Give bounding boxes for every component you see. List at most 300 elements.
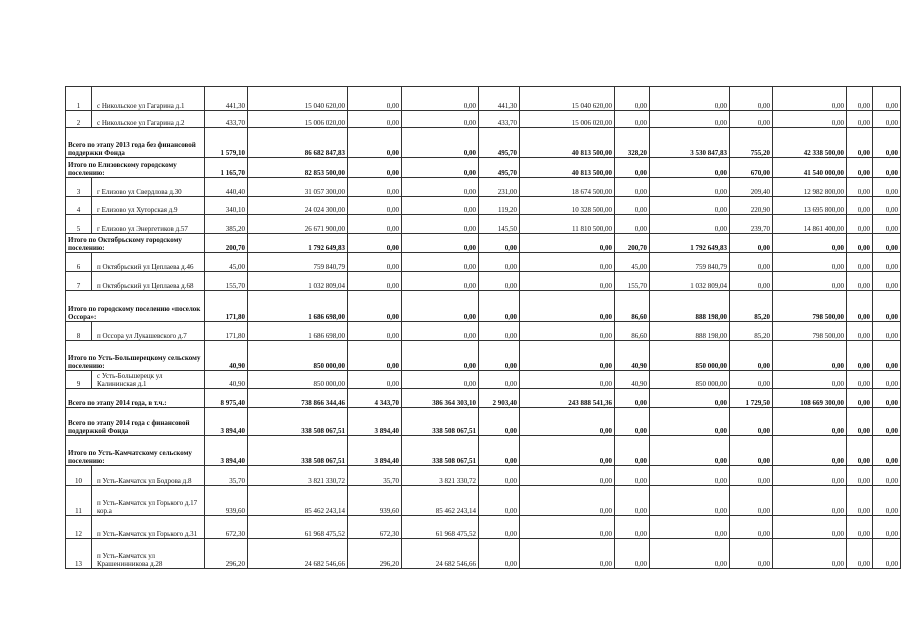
value-cell: 1 579,10 xyxy=(205,128,248,158)
row-number: 7 xyxy=(66,272,92,291)
value-cell: 0,00 xyxy=(615,486,650,516)
value-cell: 0,00 xyxy=(615,215,650,234)
address-cell: п Усть-Камчатск ул Горького д.17 кор.а xyxy=(92,486,205,516)
value-cell: 0,00 xyxy=(847,111,873,128)
value-cell: 0,00 xyxy=(730,436,773,466)
value-cell: 0,00 xyxy=(873,436,901,466)
address-cell: с Усть-Большерецк ул Калининская д.1 xyxy=(92,371,205,389)
value-cell: 26 671 900,00 xyxy=(248,215,348,234)
value-cell: 0,00 xyxy=(520,371,615,389)
value-cell: 0,00 xyxy=(873,322,901,341)
value-cell: 24 682 546,66 xyxy=(402,539,479,569)
value-cell: 1 165,70 xyxy=(205,158,248,178)
value-cell: 0,00 xyxy=(873,215,901,234)
value-cell: 0,00 xyxy=(650,389,730,408)
value-cell: 0,00 xyxy=(847,341,873,371)
subtotal-label: Итого по Елизовскому городскому поселению: xyxy=(66,158,205,178)
value-cell: 0,00 xyxy=(479,322,520,341)
value-cell: 0,00 xyxy=(847,272,873,291)
value-cell: 0,00 xyxy=(650,197,730,215)
address-cell: п Усть-Камчатск ул Бодрова д.8 xyxy=(92,466,205,486)
value-cell: 0,00 xyxy=(773,516,847,539)
value-cell: 296,20 xyxy=(348,539,402,569)
value-cell: 0,00 xyxy=(847,215,873,234)
value-cell: 0,00 xyxy=(520,486,615,516)
value-cell: 200,70 xyxy=(615,234,650,253)
subtotal-label: Всего по этапу 2014 года с финансовой поддержкой Фонда xyxy=(66,408,205,436)
value-cell: 40 813 500,00 xyxy=(520,128,615,158)
value-cell: 3 894,40 xyxy=(348,436,402,466)
value-cell: 3 894,40 xyxy=(205,408,248,436)
value-cell: 759 840,79 xyxy=(248,253,348,272)
value-cell: 243 888 541,36 xyxy=(520,389,615,408)
value-cell: 672,30 xyxy=(348,516,402,539)
value-cell: 850 000,00 xyxy=(650,341,730,371)
value-cell: 0,00 xyxy=(348,111,402,128)
value-cell: 85,20 xyxy=(730,291,773,322)
table-total-row xyxy=(66,291,901,322)
value-cell: 0,00 xyxy=(847,371,873,389)
value-cell: 385,20 xyxy=(205,215,248,234)
value-cell: 433,70 xyxy=(205,111,248,128)
value-cell: 0,00 xyxy=(615,158,650,178)
value-cell: 0,00 xyxy=(348,215,402,234)
value-cell: 0,00 xyxy=(520,408,615,436)
value-cell: 0,00 xyxy=(615,436,650,466)
value-cell: 939,60 xyxy=(348,486,402,516)
value-cell: 2 903,40 xyxy=(479,389,520,408)
value-cell: 41 540 000,00 xyxy=(773,158,847,178)
value-cell: 433,70 xyxy=(479,111,520,128)
value-cell: 209,40 xyxy=(730,178,773,197)
value-cell: 0,00 xyxy=(773,486,847,516)
value-cell: 11 810 500,00 xyxy=(520,215,615,234)
value-cell: 338 508 067,51 xyxy=(402,436,479,466)
value-cell: 0,00 xyxy=(479,371,520,389)
value-cell: 0,00 xyxy=(730,272,773,291)
value-cell: 0,00 xyxy=(847,87,873,111)
table-total-row xyxy=(66,436,901,466)
value-cell: 155,70 xyxy=(205,272,248,291)
subtotal-label: Всего по этапу 2014 года, в т.ч.: xyxy=(66,389,205,408)
value-cell: 82 853 500,00 xyxy=(248,158,348,178)
value-cell: 0,00 xyxy=(847,466,873,486)
value-cell: 0,00 xyxy=(402,322,479,341)
table-row xyxy=(66,516,901,539)
value-cell: 40,90 xyxy=(205,371,248,389)
value-cell: 0,00 xyxy=(348,253,402,272)
value-cell: 40,90 xyxy=(615,341,650,371)
address-cell: п Октябрьский ул Цеплаева д.68 xyxy=(92,272,205,291)
value-cell: 40,90 xyxy=(205,341,248,371)
value-cell: 0,00 xyxy=(650,486,730,516)
value-cell: 0,00 xyxy=(873,486,901,516)
value-cell: 85,20 xyxy=(730,322,773,341)
value-cell: 0,00 xyxy=(773,408,847,436)
value-cell: 0,00 xyxy=(730,516,773,539)
value-cell: 0,00 xyxy=(650,466,730,486)
table-row xyxy=(66,466,901,486)
value-cell: 0,00 xyxy=(479,466,520,486)
value-cell: 441,30 xyxy=(479,87,520,111)
value-cell: 0,00 xyxy=(479,253,520,272)
value-cell: 0,00 xyxy=(615,539,650,569)
value-cell: 0,00 xyxy=(615,466,650,486)
value-cell: 0,00 xyxy=(479,539,520,569)
value-cell: 0,00 xyxy=(847,408,873,436)
value-cell: 0,00 xyxy=(520,341,615,371)
value-cell: 0,00 xyxy=(873,341,901,371)
value-cell: 40,90 xyxy=(615,371,650,389)
value-cell: 0,00 xyxy=(847,128,873,158)
housing-program-table xyxy=(65,86,901,569)
value-cell: 3 530 847,83 xyxy=(650,128,730,158)
row-number: 13 xyxy=(66,539,92,569)
value-cell: 0,00 xyxy=(615,178,650,197)
subtotal-label: Всего по этапу 2013 года без финансовой поддержки Фонда xyxy=(66,128,205,158)
value-cell: 1 792 649,83 xyxy=(248,234,348,253)
value-cell: 0,00 xyxy=(773,436,847,466)
value-cell: 1 729,50 xyxy=(730,389,773,408)
value-cell: 0,00 xyxy=(873,111,901,128)
value-cell: 15 040 620,00 xyxy=(248,87,348,111)
table-total-row xyxy=(66,389,901,408)
value-cell: 0,00 xyxy=(650,215,730,234)
value-cell: 0,00 xyxy=(730,408,773,436)
value-cell: 0,00 xyxy=(873,197,901,215)
table-row xyxy=(66,371,901,389)
value-cell: 0,00 xyxy=(730,466,773,486)
value-cell: 0,00 xyxy=(847,291,873,322)
value-cell: 145,50 xyxy=(479,215,520,234)
value-cell: 0,00 xyxy=(402,291,479,322)
address-cell: г Елизово ул Свердлова д.30 xyxy=(92,178,205,197)
value-cell: 0,00 xyxy=(650,539,730,569)
value-cell: 0,00 xyxy=(773,371,847,389)
value-cell: 495,70 xyxy=(479,128,520,158)
address-cell: п Усть-Камчатск ул Горького д.31 xyxy=(92,516,205,539)
value-cell: 0,00 xyxy=(650,111,730,128)
value-cell: 42 338 500,00 xyxy=(773,128,847,158)
value-cell: 18 674 500,00 xyxy=(520,178,615,197)
value-cell: 0,00 xyxy=(479,516,520,539)
document-sheet xyxy=(65,86,898,569)
value-cell: 0,00 xyxy=(348,322,402,341)
address-cell: г Елизово ул Хуторская д.9 xyxy=(92,197,205,215)
value-cell: 755,20 xyxy=(730,128,773,158)
value-cell: 0,00 xyxy=(873,516,901,539)
table-row xyxy=(66,111,901,128)
row-number: 3 xyxy=(66,178,92,197)
value-cell: 0,00 xyxy=(773,87,847,111)
table-total-row xyxy=(66,408,901,436)
value-cell: 15 006 020,00 xyxy=(520,111,615,128)
value-cell: 0,00 xyxy=(402,215,479,234)
value-cell: 45,00 xyxy=(205,253,248,272)
value-cell: 850 000,00 xyxy=(248,371,348,389)
value-cell: 35,70 xyxy=(205,466,248,486)
value-cell: 1 686 698,00 xyxy=(248,322,348,341)
value-cell: 0,00 xyxy=(873,466,901,486)
value-cell: 0,00 xyxy=(615,197,650,215)
value-cell: 155,70 xyxy=(615,272,650,291)
value-cell: 0,00 xyxy=(650,178,730,197)
value-cell: 1 792 649,83 xyxy=(650,234,730,253)
value-cell: 0,00 xyxy=(847,539,873,569)
value-cell: 0,00 xyxy=(520,272,615,291)
value-cell: 0,00 xyxy=(402,272,479,291)
value-cell: 3 821 330,72 xyxy=(402,466,479,486)
value-cell: 0,00 xyxy=(348,291,402,322)
value-cell: 0,00 xyxy=(402,87,479,111)
value-cell: 0,00 xyxy=(773,539,847,569)
value-cell: 0,00 xyxy=(730,253,773,272)
row-number: 1 xyxy=(66,87,92,111)
address-cell: с Никольское ул Гагарина д.1 xyxy=(92,87,205,111)
value-cell: 0,00 xyxy=(402,128,479,158)
value-cell: 798 500,00 xyxy=(773,322,847,341)
value-cell: 850 000,00 xyxy=(248,341,348,371)
value-cell: 0,00 xyxy=(402,197,479,215)
value-cell: 24 024 300,00 xyxy=(248,197,348,215)
value-cell: 338 508 067,51 xyxy=(248,408,348,436)
value-cell: 0,00 xyxy=(520,436,615,466)
value-cell: 0,00 xyxy=(402,111,479,128)
value-cell: 239,70 xyxy=(730,215,773,234)
value-cell: 0,00 xyxy=(402,234,479,253)
value-cell: 0,00 xyxy=(847,178,873,197)
value-cell: 0,00 xyxy=(730,539,773,569)
value-cell: 0,00 xyxy=(615,408,650,436)
value-cell: 296,20 xyxy=(205,539,248,569)
table-total-row xyxy=(66,234,901,253)
value-cell: 0,00 xyxy=(520,253,615,272)
value-cell: 759 840,79 xyxy=(650,253,730,272)
value-cell: 8 975,40 xyxy=(205,389,248,408)
value-cell: 738 866 344,46 xyxy=(248,389,348,408)
table-row xyxy=(66,253,901,272)
value-cell: 4 343,70 xyxy=(348,389,402,408)
value-cell: 15 040 620,00 xyxy=(520,87,615,111)
row-number: 11 xyxy=(66,486,92,516)
value-cell: 45,00 xyxy=(615,253,650,272)
value-cell: 0,00 xyxy=(847,322,873,341)
value-cell: 0,00 xyxy=(873,291,901,322)
value-cell: 798 500,00 xyxy=(773,291,847,322)
value-cell: 328,20 xyxy=(615,128,650,158)
value-cell: 0,00 xyxy=(520,291,615,322)
value-cell: 0,00 xyxy=(847,436,873,466)
value-cell: 171,80 xyxy=(205,291,248,322)
value-cell: 86,60 xyxy=(615,322,650,341)
value-cell: 0,00 xyxy=(520,466,615,486)
value-cell: 0,00 xyxy=(615,389,650,408)
value-cell: 0,00 xyxy=(730,111,773,128)
value-cell: 3 894,40 xyxy=(205,436,248,466)
value-cell: 0,00 xyxy=(479,341,520,371)
value-cell: 0,00 xyxy=(479,436,520,466)
row-number: 8 xyxy=(66,322,92,341)
value-cell: 85 462 243,14 xyxy=(402,486,479,516)
value-cell: 3 894,40 xyxy=(348,408,402,436)
value-cell: 386 364 303,10 xyxy=(402,389,479,408)
value-cell: 0,00 xyxy=(847,253,873,272)
value-cell: 171,80 xyxy=(205,322,248,341)
value-cell: 0,00 xyxy=(479,291,520,322)
value-cell: 0,00 xyxy=(402,341,479,371)
value-cell: 1 686 698,00 xyxy=(248,291,348,322)
value-cell: 672,30 xyxy=(205,516,248,539)
value-cell: 0,00 xyxy=(520,234,615,253)
value-cell: 0,00 xyxy=(348,371,402,389)
value-cell: 0,00 xyxy=(847,158,873,178)
row-number: 12 xyxy=(66,516,92,539)
value-cell: 888 198,00 xyxy=(650,322,730,341)
value-cell: 0,00 xyxy=(479,486,520,516)
value-cell: 0,00 xyxy=(847,197,873,215)
value-cell: 0,00 xyxy=(873,539,901,569)
table-row xyxy=(66,272,901,291)
value-cell: 108 669 300,00 xyxy=(773,389,847,408)
value-cell: 0,00 xyxy=(730,234,773,253)
value-cell: 338 508 067,51 xyxy=(248,436,348,466)
value-cell: 0,00 xyxy=(773,253,847,272)
value-cell: 0,00 xyxy=(348,158,402,178)
value-cell: 3 821 330,72 xyxy=(248,466,348,486)
value-cell: 86 682 847,83 xyxy=(248,128,348,158)
value-cell: 13 695 800,00 xyxy=(773,197,847,215)
value-cell: 220,90 xyxy=(730,197,773,215)
table-row xyxy=(66,486,901,516)
value-cell: 0,00 xyxy=(873,272,901,291)
table-total-row xyxy=(66,341,901,371)
value-cell: 0,00 xyxy=(847,486,873,516)
value-cell: 0,00 xyxy=(773,341,847,371)
value-cell: 670,00 xyxy=(730,158,773,178)
value-cell: 0,00 xyxy=(873,158,901,178)
address-cell: п Усть-Камчатск ул Крашенинникова д.28 xyxy=(92,539,205,569)
value-cell: 0,00 xyxy=(402,158,479,178)
value-cell: 340,10 xyxy=(205,197,248,215)
row-number: 9 xyxy=(66,371,92,389)
value-cell: 0,00 xyxy=(348,87,402,111)
value-cell: 86,60 xyxy=(615,291,650,322)
value-cell: 0,00 xyxy=(847,389,873,408)
value-cell: 0,00 xyxy=(479,272,520,291)
row-number: 5 xyxy=(66,215,92,234)
value-cell: 0,00 xyxy=(520,322,615,341)
value-cell: 0,00 xyxy=(650,158,730,178)
value-cell: 12 982 800,00 xyxy=(773,178,847,197)
table-row xyxy=(66,197,901,215)
row-number: 6 xyxy=(66,253,92,272)
value-cell: 15 006 020,00 xyxy=(248,111,348,128)
value-cell: 0,00 xyxy=(615,516,650,539)
value-cell: 10 328 500,00 xyxy=(520,197,615,215)
value-cell: 939,60 xyxy=(205,486,248,516)
row-number: 4 xyxy=(66,197,92,215)
value-cell: 0,00 xyxy=(650,516,730,539)
table-row xyxy=(66,539,901,569)
value-cell: 0,00 xyxy=(615,87,650,111)
value-cell: 0,00 xyxy=(873,253,901,272)
value-cell: 0,00 xyxy=(730,341,773,371)
table-row xyxy=(66,87,901,111)
table-row xyxy=(66,178,901,197)
value-cell: 85 462 243,14 xyxy=(248,486,348,516)
table-body xyxy=(66,87,901,569)
value-cell: 0,00 xyxy=(730,486,773,516)
value-cell: 440,40 xyxy=(205,178,248,197)
row-number: 2 xyxy=(66,111,92,128)
value-cell: 231,00 xyxy=(479,178,520,197)
value-cell: 0,00 xyxy=(873,178,901,197)
value-cell: 495,70 xyxy=(479,158,520,178)
value-cell: 0,00 xyxy=(773,272,847,291)
value-cell: 0,00 xyxy=(873,389,901,408)
subtotal-label: Итого по Октябрьскому городскому поселению: xyxy=(66,234,205,253)
address-cell: г Елизово ул Энергетиков д.57 xyxy=(92,215,205,234)
value-cell: 61 968 475,52 xyxy=(402,516,479,539)
address-cell: п Октябрьский ул Цеплаева д.46 xyxy=(92,253,205,272)
value-cell: 1 032 809,04 xyxy=(650,272,730,291)
value-cell: 0,00 xyxy=(773,234,847,253)
subtotal-label: Итого по Усть-Большерецкому сельскому поселению: xyxy=(66,341,205,371)
row-number: 10 xyxy=(66,466,92,486)
address-cell: п Оссора ул Лукашевского д.7 xyxy=(92,322,205,341)
value-cell: 0,00 xyxy=(348,341,402,371)
value-cell: 441,30 xyxy=(205,87,248,111)
table-row xyxy=(66,322,901,341)
subtotal-label: Итого по Усть-Камчатскому сельскому поселению: xyxy=(66,436,205,466)
table-row xyxy=(66,215,901,234)
value-cell: 850 000,00 xyxy=(650,371,730,389)
address-cell: с Никольское ул Гагарина д.2 xyxy=(92,111,205,128)
value-cell: 0,00 xyxy=(402,253,479,272)
value-cell: 0,00 xyxy=(730,371,773,389)
value-cell: 888 198,00 xyxy=(650,291,730,322)
value-cell: 0,00 xyxy=(873,87,901,111)
value-cell: 0,00 xyxy=(650,408,730,436)
value-cell: 0,00 xyxy=(520,516,615,539)
value-cell: 0,00 xyxy=(650,436,730,466)
value-cell: 35,70 xyxy=(348,466,402,486)
value-cell: 338 508 067,51 xyxy=(402,408,479,436)
value-cell: 0,00 xyxy=(402,178,479,197)
value-cell: 0,00 xyxy=(873,234,901,253)
value-cell: 0,00 xyxy=(348,272,402,291)
value-cell: 0,00 xyxy=(773,111,847,128)
value-cell: 0,00 xyxy=(520,539,615,569)
value-cell: 0,00 xyxy=(479,408,520,436)
value-cell: 0,00 xyxy=(873,371,901,389)
value-cell: 0,00 xyxy=(348,234,402,253)
value-cell: 61 968 475,52 xyxy=(248,516,348,539)
value-cell: 0,00 xyxy=(348,128,402,158)
value-cell: 0,00 xyxy=(773,466,847,486)
subtotal-label: Итого по городскому поселению «поселок Оссора»: xyxy=(66,291,205,322)
value-cell: 24 682 546,66 xyxy=(248,539,348,569)
table-total-row xyxy=(66,128,901,158)
table-total-row xyxy=(66,158,901,178)
value-cell: 0,00 xyxy=(847,516,873,539)
value-cell: 40 813 500,00 xyxy=(520,158,615,178)
value-cell: 0,00 xyxy=(873,408,901,436)
value-cell: 1 032 809,04 xyxy=(248,272,348,291)
value-cell: 0,00 xyxy=(650,87,730,111)
value-cell: 31 057 300,00 xyxy=(248,178,348,197)
value-cell: 0,00 xyxy=(479,234,520,253)
